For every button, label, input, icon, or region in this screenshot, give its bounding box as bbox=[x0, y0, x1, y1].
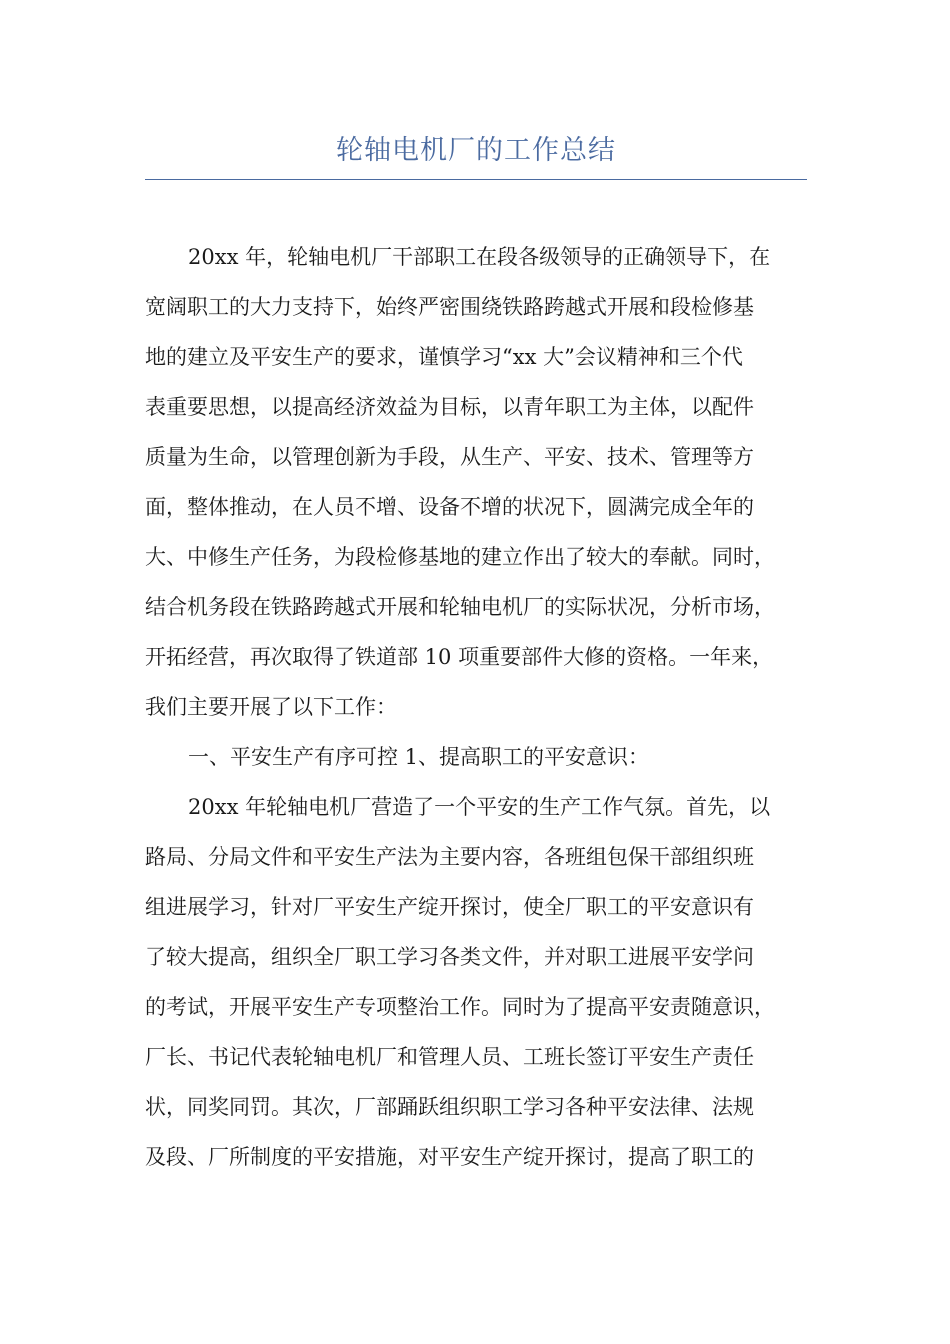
body-line: 路局、分局文件和平安生产法为主要内容，各班组包保干部组织班 bbox=[145, 845, 754, 869]
body-line: 我们主要开展了以下工作： bbox=[145, 695, 397, 719]
body-line: 结合机务段在铁路跨越式开展和轮轴电机厂的实际状况，分析市场， bbox=[145, 595, 775, 619]
document-title: 轮轴电机厂的工作总结 bbox=[336, 135, 616, 166]
body-line: 的考试，开展平安生产专项整治工作。同时为了提高平安责随意识， bbox=[145, 995, 775, 1019]
body-line: 表重要思想，以提高经济效益为目标，以青年职工为主体，以配件 bbox=[145, 395, 754, 419]
body-line: 及段、厂所制度的平安措施，对平安生产绽开探讨，提高了职工的 bbox=[145, 1145, 754, 1169]
body-line: 厂长、书记代表轮轴电机厂和管理人员、工班长签订平安生产责任 bbox=[145, 1045, 754, 1069]
body-line: 了较大提高，组织全厂职工学习各类文件，并对职工进展平安学问 bbox=[145, 945, 754, 969]
body-line: 面，整体推动，在人员不增、设备不增的状况下，圆满完成全年的 bbox=[145, 495, 754, 519]
body-line: 20xx 年，轮轴电机厂干部职工在段各级领导的正确领导下，在 bbox=[188, 245, 771, 269]
section-heading: 一、平安生产有序可控 1、提高职工的平安意识： bbox=[188, 745, 650, 769]
body-line: 质量为生命，以管理创新为手段，从生产、平安、技术、管理等方 bbox=[145, 445, 754, 469]
body-line: 20xx 年轮轴电机厂营造了一个平安的生产工作气氛。首先，以 bbox=[188, 795, 771, 819]
body-line: 开拓经营，再次取得了铁道部 10 项重要部件大修的资格。一年来， bbox=[145, 645, 774, 669]
body-line: 宽阔职工的大力支持下，始终严密围绕铁路跨越式开展和段检修基 bbox=[145, 295, 754, 319]
body-line: 地的建立及平安生产的要求，谨慎学习“xx 大”会议精神和三个代 bbox=[145, 345, 743, 369]
body-line: 大、中修生产任务，为段检修基地的建立作出了较大的奉献。同时， bbox=[145, 545, 775, 569]
body-line: 组进展学习，针对厂平安生产绽开探讨，使全厂职工的平安意识有 bbox=[145, 895, 754, 919]
title-underline bbox=[145, 179, 807, 180]
body-line: 状，同奖同罚。其次，厂部踊跃组织职工学习各种平安法律、法规 bbox=[145, 1095, 754, 1119]
